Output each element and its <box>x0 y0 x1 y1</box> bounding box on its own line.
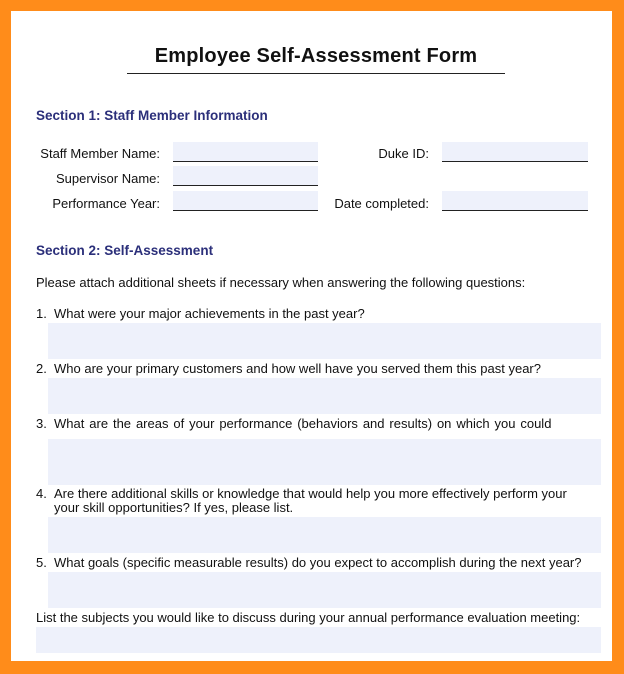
performance-year-label: Performance Year: <box>52 196 160 211</box>
section2-heading: Section 2: Self-Assessment <box>36 243 214 258</box>
question-1-number: 1. <box>36 306 47 321</box>
instructions-text: Please attach additional sheets if necessary when answering the following questions: <box>36 275 526 290</box>
duke-id-field[interactable] <box>442 142 588 162</box>
question-2-answer-field[interactable] <box>48 378 601 414</box>
date-completed-field[interactable] <box>442 191 588 211</box>
section1-heading: Section 1: Staff Member Information <box>36 108 268 123</box>
staff-member-name-label: Staff Member Name: <box>40 146 160 161</box>
question-2-text: Who are your primary customers and how well have you served them this past year? <box>54 361 541 376</box>
question-4-text: Are there additional skills or knowledge that would help you more effectively perform your <box>54 486 567 501</box>
staff-member-name-field[interactable] <box>173 142 318 162</box>
question-4-number: 4. <box>36 486 47 501</box>
discussion-subjects-text: List the subjects you would like to discuss during your annual performance evaluation meeting: <box>36 610 581 625</box>
question-5-text: What goals (specific measurable results) do you expect to accomplish during the next year? <box>54 555 582 570</box>
form-title: Employee Self-Assessment Form <box>127 45 505 74</box>
question-1-text: What were your major achievements in the past year? <box>54 306 365 321</box>
question-4-answer-field[interactable] <box>48 517 601 553</box>
duke-id-label: Duke ID: <box>378 146 429 161</box>
supervisor-name-label: Supervisor Name: <box>55 171 160 186</box>
question-3-text: What are the areas of your performance (behaviors and results) on which you could <box>54 416 552 431</box>
discussion-subjects-answer-field[interactable] <box>36 627 601 653</box>
performance-year-field[interactable] <box>173 191 318 211</box>
question-1-answer-field[interactable] <box>48 323 601 359</box>
supervisor-name-field[interactable] <box>173 166 318 186</box>
question-4-text-line2: your skill opportunities? If yes, please list. <box>54 500 294 515</box>
question-3-number: 3. <box>36 416 47 431</box>
question-2-number: 2. <box>36 361 47 376</box>
date-completed-label: Date completed: <box>334 196 429 211</box>
form-page <box>11 11 612 661</box>
question-5-number: 5. <box>36 555 47 570</box>
question-3-answer-field[interactable] <box>48 439 601 485</box>
question-5-answer-field[interactable] <box>48 572 601 608</box>
